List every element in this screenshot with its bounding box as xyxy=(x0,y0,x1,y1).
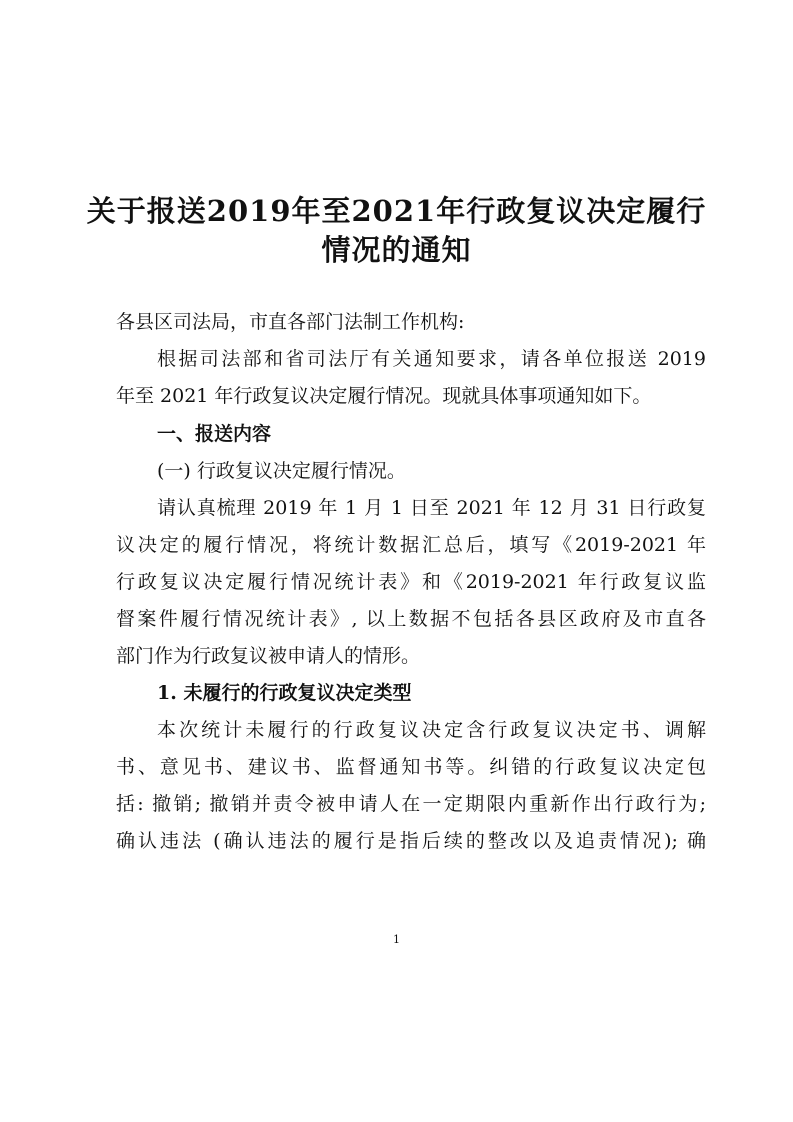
intro-line-2: 年至 2021 年行政复议决定履行情况。现就具体事项通知如下。 xyxy=(116,385,652,407)
para3-line-4: 确认违法 (确认违法的履行是指后续的整改以及追责情况); 确 xyxy=(116,830,706,852)
para2-line-4: 督案件履行情况统计表》, 以上数据不包括各县区政府及市直各 xyxy=(116,608,706,630)
document-title-line-2: 情况的通知 xyxy=(321,233,472,267)
addressee: 各县区司法局，市直各部门法制工作机构: xyxy=(116,311,465,333)
intro-line-1: 根据司法部和省司法厅有关通知要求，请各单位报送 2019 xyxy=(157,348,706,370)
page-number: 1 xyxy=(393,933,400,946)
para2-line-2: 议决定的履行情况，将统计数据汇总后，填写《2019-2021 年 xyxy=(116,534,706,556)
para3-line-2: 书、意见书、建议书、监督通知书等。纠错的行政复议决定包 xyxy=(116,756,706,778)
subsection-1-heading: (一) 行政复议决定履行情况。 xyxy=(157,460,406,482)
para3-line-1: 本次统计未履行的行政复议决定含行政复议决定书、调解 xyxy=(157,719,706,741)
para2-line-5: 部门作为行政复议被申请人的情形。 xyxy=(116,645,421,667)
item-1-heading: 1. 未履行的行政复议决定类型 xyxy=(157,682,412,704)
para3-line-3: 括: 撤销; 撤销并责令被申请人在一定期限内重新作出行政行为; xyxy=(116,793,706,815)
para2-line-3: 行政复议决定履行情况统计表》和《2019-2021 年行政复议监 xyxy=(116,571,706,593)
document-title-line-1: 关于报送2019年至2021年行政复议决定履行 xyxy=(86,194,707,228)
para2-line-1: 请认真梳理 2019 年 1 月 1 日至 2021 年 12 月 31 日行政复 xyxy=(157,497,706,519)
section-1-heading: 一、报送内容 xyxy=(157,423,272,445)
